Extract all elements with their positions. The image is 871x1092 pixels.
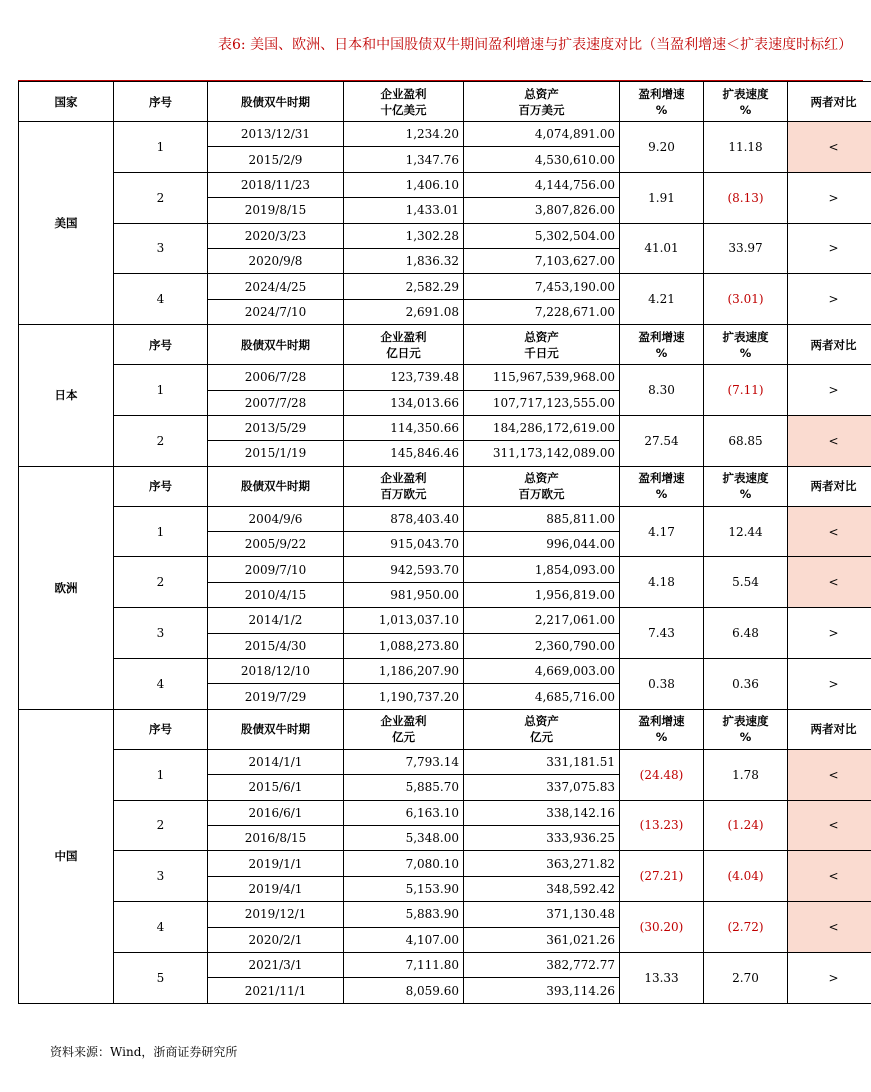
subheader-expand-unit: % — [739, 487, 752, 502]
date-cell: 2020/9/8 — [208, 248, 344, 273]
assets-cell: 184,286,172,619.00 — [464, 415, 620, 440]
subheader-expand-label: 扩表速度 — [722, 471, 769, 486]
assets-cell: 1,854,093.00 — [464, 557, 620, 582]
table-row — [19, 952, 871, 977]
subheader-assets-label: 总资产 — [524, 329, 559, 344]
assets-cell: 4,144,756.00 — [464, 172, 620, 197]
assets-cell: 311,173,142,089.00 — [464, 441, 620, 466]
section-header-row — [19, 709, 871, 749]
subheader-compare: 两者对比 — [788, 466, 871, 506]
profit-cell: 145,846.46 — [344, 441, 464, 466]
profit-cell: 7,793.14 — [344, 749, 464, 774]
expand-cell: 1.78 — [704, 749, 788, 800]
table-row — [19, 415, 871, 440]
growth-cell: 27.54 — [620, 415, 704, 466]
profit-cell: 134,013.66 — [344, 390, 464, 415]
profit-cell: 1,406.10 — [344, 172, 464, 197]
seq-cell: 5 — [114, 952, 208, 1003]
table-row — [19, 223, 871, 248]
profit-cell: 114,350.66 — [344, 415, 464, 440]
date-cell: 2019/8/15 — [208, 198, 344, 223]
header-profit — [344, 82, 464, 122]
subheader-compare: 两者对比 — [788, 325, 871, 365]
expand-cell: (4.04) — [704, 851, 788, 902]
profit-cell: 5,348.00 — [344, 825, 464, 850]
table-row — [19, 749, 871, 774]
comparison-table — [18, 81, 871, 1004]
date-cell: 2014/1/2 — [208, 608, 344, 633]
subheader-growth-unit: % — [655, 487, 668, 502]
header-growth-label: 盈利增速 — [638, 86, 685, 101]
profit-cell: 915,043.70 — [344, 532, 464, 557]
compare-cell: > — [788, 365, 871, 416]
assets-cell: 382,772.77 — [464, 952, 620, 977]
growth-cell: 1.91 — [620, 172, 704, 223]
compare-cell: < — [788, 122, 871, 173]
date-cell: 2019/7/29 — [208, 684, 344, 709]
compare-cell: > — [788, 608, 871, 659]
profit-cell: 1,013,037.10 — [344, 608, 464, 633]
table-row — [19, 122, 871, 147]
compare-cell: < — [788, 415, 871, 466]
subheader-period: 股债双牛时期 — [208, 709, 344, 749]
date-cell: 2016/6/1 — [208, 800, 344, 825]
expand-cell: 33.97 — [704, 223, 788, 274]
subheader-profit — [344, 325, 464, 365]
seq-cell: 2 — [114, 172, 208, 223]
table-row — [19, 608, 871, 633]
subheader-profit-unit: 亿元 — [392, 730, 415, 745]
date-cell: 2020/2/1 — [208, 927, 344, 952]
subheader-expand-label: 扩表速度 — [722, 714, 769, 729]
date-cell: 2010/4/15 — [208, 582, 344, 607]
profit-cell: 942,593.70 — [344, 557, 464, 582]
table-row — [19, 557, 871, 582]
date-cell: 2006/7/28 — [208, 365, 344, 390]
subheader-expand — [704, 325, 788, 365]
expand-cell: 0.36 — [704, 659, 788, 710]
profit-cell: 5,153.90 — [344, 876, 464, 901]
subheader-profit-label: 企业盈利 — [380, 329, 427, 344]
growth-cell: 9.20 — [620, 122, 704, 173]
subheader-growth-unit: % — [655, 730, 668, 745]
profit-cell: 1,186,207.90 — [344, 659, 464, 684]
subheader-growth-unit: % — [655, 345, 668, 360]
header-profit-label: 企业盈利 — [380, 86, 427, 101]
expand-cell: 11.18 — [704, 122, 788, 173]
table-row — [19, 659, 871, 684]
subheader-period: 股债双牛时期 — [208, 325, 344, 365]
date-cell: 2019/1/1 — [208, 851, 344, 876]
profit-cell: 7,080.10 — [344, 851, 464, 876]
assets-cell: 348,592.42 — [464, 876, 620, 901]
subheader-growth — [620, 466, 704, 506]
date-cell: 2024/7/10 — [208, 299, 344, 324]
assets-cell: 363,271.82 — [464, 851, 620, 876]
subheader-profit — [344, 466, 464, 506]
subheader-expand-label: 扩表速度 — [722, 329, 769, 344]
table-row — [19, 506, 871, 531]
seq-cell: 2 — [114, 415, 208, 466]
seq-cell: 4 — [114, 274, 208, 325]
header-compare: 两者对比 — [788, 82, 871, 122]
seq-cell: 1 — [114, 506, 208, 557]
assets-cell: 393,114.26 — [464, 978, 620, 1003]
date-cell: 2019/12/1 — [208, 902, 344, 927]
compare-cell: < — [788, 851, 871, 902]
compare-cell: < — [788, 506, 871, 557]
profit-cell: 878,403.40 — [344, 506, 464, 531]
profit-cell: 1,302.28 — [344, 223, 464, 248]
date-cell: 2007/7/28 — [208, 390, 344, 415]
profit-cell: 981,950.00 — [344, 582, 464, 607]
compare-cell: > — [788, 274, 871, 325]
compare-cell: > — [788, 172, 871, 223]
profit-cell: 5,883.90 — [344, 902, 464, 927]
growth-cell: 7.43 — [620, 608, 704, 659]
subheader-period: 股债双牛时期 — [208, 466, 344, 506]
date-cell: 2009/7/10 — [208, 557, 344, 582]
subheader-compare: 两者对比 — [788, 709, 871, 749]
subheader-assets-unit: 千日元 — [524, 345, 559, 360]
source-note: 资料来源：Wind，浙商证券研究所 — [50, 1045, 238, 1059]
country-cell: 欧洲 — [19, 466, 114, 709]
country-cell: 日本 — [19, 325, 114, 467]
header-seq: 序号 — [114, 82, 208, 122]
expand-cell: 2.70 — [704, 952, 788, 1003]
date-cell: 2018/11/23 — [208, 172, 344, 197]
seq-cell: 4 — [114, 902, 208, 953]
date-cell: 2015/2/9 — [208, 147, 344, 172]
date-cell: 2021/11/1 — [208, 978, 344, 1003]
subheader-growth-label: 盈利增速 — [638, 471, 685, 486]
header-country: 国家 — [19, 82, 114, 122]
subheader-profit — [344, 709, 464, 749]
growth-cell: (27.21) — [620, 851, 704, 902]
header-expand — [704, 82, 788, 122]
profit-cell: 8,059.60 — [344, 978, 464, 1003]
date-cell: 2013/12/31 — [208, 122, 344, 147]
seq-cell: 4 — [114, 659, 208, 710]
subheader-growth-label: 盈利增速 — [638, 329, 685, 344]
date-cell: 2013/5/29 — [208, 415, 344, 440]
profit-cell: 1,433.01 — [344, 198, 464, 223]
seq-cell: 1 — [114, 365, 208, 416]
table-row — [19, 902, 871, 927]
profit-cell: 4,107.00 — [344, 927, 464, 952]
profit-cell: 1,347.76 — [344, 147, 464, 172]
subheader-seq: 序号 — [114, 466, 208, 506]
assets-cell: 331,181.51 — [464, 749, 620, 774]
date-cell: 2019/4/1 — [208, 876, 344, 901]
assets-cell: 115,967,539,968.00 — [464, 365, 620, 390]
expand-cell: 12.44 — [704, 506, 788, 557]
profit-cell: 1,190,737.20 — [344, 684, 464, 709]
subheader-seq: 序号 — [114, 709, 208, 749]
assets-cell: 4,685,716.00 — [464, 684, 620, 709]
date-cell: 2014/1/1 — [208, 749, 344, 774]
date-cell: 2015/1/19 — [208, 441, 344, 466]
profit-cell: 123,739.48 — [344, 365, 464, 390]
growth-cell: (13.23) — [620, 800, 704, 851]
assets-cell: 361,021.26 — [464, 927, 620, 952]
table-header-row — [19, 82, 871, 122]
date-cell: 2015/4/30 — [208, 633, 344, 658]
expand-cell: (1.24) — [704, 800, 788, 851]
assets-cell: 4,530,610.00 — [464, 147, 620, 172]
header-growth — [620, 82, 704, 122]
section-header-row — [19, 466, 871, 506]
growth-cell: 4.17 — [620, 506, 704, 557]
compare-cell: > — [788, 223, 871, 274]
assets-cell: 1,956,819.00 — [464, 582, 620, 607]
section-header-row — [19, 325, 871, 365]
expand-cell: 5.54 — [704, 557, 788, 608]
assets-cell: 371,130.48 — [464, 902, 620, 927]
country-cell: 美国 — [19, 122, 114, 325]
date-cell: 2024/4/25 — [208, 274, 344, 299]
subheader-profit-label: 企业盈利 — [380, 714, 427, 729]
header-growth-unit: % — [655, 102, 668, 117]
header-expand-label: 扩表速度 — [722, 86, 769, 101]
subheader-growth-label: 盈利增速 — [638, 714, 685, 729]
table-row — [19, 172, 871, 197]
subheader-assets — [464, 325, 620, 365]
assets-cell: 996,044.00 — [464, 532, 620, 557]
header-profit-unit: 十亿美元 — [380, 102, 427, 117]
expand-cell: 68.85 — [704, 415, 788, 466]
profit-cell: 1,234.20 — [344, 122, 464, 147]
assets-cell: 885,811.00 — [464, 506, 620, 531]
assets-cell: 7,228,671.00 — [464, 299, 620, 324]
header-period: 股债双牛时期 — [208, 82, 344, 122]
assets-cell: 338,142.16 — [464, 800, 620, 825]
expand-cell: (3.01) — [704, 274, 788, 325]
header-assets-unit: 百万美元 — [518, 102, 565, 117]
subheader-seq: 序号 — [114, 325, 208, 365]
assets-cell: 337,075.83 — [464, 775, 620, 800]
growth-cell: (30.20) — [620, 902, 704, 953]
assets-cell: 2,360,790.00 — [464, 633, 620, 658]
compare-cell: > — [788, 659, 871, 710]
profit-cell: 1,836.32 — [344, 248, 464, 273]
compare-cell: < — [788, 800, 871, 851]
seq-cell: 3 — [114, 851, 208, 902]
assets-cell: 7,103,627.00 — [464, 248, 620, 273]
growth-cell: 4.18 — [620, 557, 704, 608]
assets-cell: 107,717,123,555.00 — [464, 390, 620, 415]
compare-cell: > — [788, 952, 871, 1003]
date-cell: 2018/12/10 — [208, 659, 344, 684]
seq-cell: 1 — [114, 122, 208, 173]
country-cell: 中国 — [19, 709, 114, 1003]
date-cell: 2004/9/6 — [208, 506, 344, 531]
date-cell: 2016/8/15 — [208, 825, 344, 850]
profit-cell: 2,582.29 — [344, 274, 464, 299]
subheader-assets — [464, 466, 620, 506]
subheader-assets-unit: 百万欧元 — [518, 487, 565, 502]
compare-cell: < — [788, 902, 871, 953]
compare-cell: < — [788, 749, 871, 800]
subheader-expand-unit: % — [739, 345, 752, 360]
assets-cell: 2,217,061.00 — [464, 608, 620, 633]
table-title: 表6: 美国、欧洲、日本和中国股债双牛期间盈利增速与扩表速度对比（当盈利增速＜扩表速度时标红） — [218, 37, 853, 53]
assets-cell: 4,669,003.00 — [464, 659, 620, 684]
subheader-profit-unit: 亿日元 — [386, 345, 421, 360]
header-assets — [464, 82, 620, 122]
table-row — [19, 851, 871, 876]
subheader-expand-unit: % — [739, 730, 752, 745]
profit-cell: 5,885.70 — [344, 775, 464, 800]
date-cell: 2015/6/1 — [208, 775, 344, 800]
assets-cell: 5,302,504.00 — [464, 223, 620, 248]
growth-cell: 41.01 — [620, 223, 704, 274]
date-cell: 2021/3/1 — [208, 952, 344, 977]
growth-cell: 0.38 — [620, 659, 704, 710]
header-expand-unit: % — [739, 102, 752, 117]
subheader-growth — [620, 709, 704, 749]
growth-cell: 8.30 — [620, 365, 704, 416]
seq-cell: 3 — [114, 608, 208, 659]
seq-cell: 1 — [114, 749, 208, 800]
profit-cell: 6,163.10 — [344, 800, 464, 825]
subheader-assets-unit: 亿元 — [530, 730, 553, 745]
assets-cell: 4,074,891.00 — [464, 122, 620, 147]
subheader-assets-label: 总资产 — [524, 714, 559, 729]
profit-cell: 2,691.08 — [344, 299, 464, 324]
profit-cell: 1,088,273.80 — [344, 633, 464, 658]
table-row — [19, 274, 871, 299]
expand-cell: (8.13) — [704, 172, 788, 223]
assets-cell: 333,936.25 — [464, 825, 620, 850]
subheader-profit-label: 企业盈利 — [380, 471, 427, 486]
date-cell: 2020/3/23 — [208, 223, 344, 248]
subheader-expand — [704, 709, 788, 749]
profit-cell: 7,111.80 — [344, 952, 464, 977]
growth-cell: (24.48) — [620, 749, 704, 800]
assets-cell: 3,807,826.00 — [464, 198, 620, 223]
seq-cell: 2 — [114, 800, 208, 851]
compare-cell: < — [788, 557, 871, 608]
subheader-profit-unit: 百万欧元 — [380, 487, 427, 502]
table-row — [19, 365, 871, 390]
growth-cell: 4.21 — [620, 274, 704, 325]
expand-cell: (2.72) — [704, 902, 788, 953]
assets-cell: 7,453,190.00 — [464, 274, 620, 299]
seq-cell: 3 — [114, 223, 208, 274]
growth-cell: 13.33 — [620, 952, 704, 1003]
subheader-growth — [620, 325, 704, 365]
table-row — [19, 800, 871, 825]
expand-cell: 6.48 — [704, 608, 788, 659]
subheader-assets-label: 总资产 — [524, 471, 559, 486]
date-cell: 2005/9/22 — [208, 532, 344, 557]
seq-cell: 2 — [114, 557, 208, 608]
expand-cell: (7.11) — [704, 365, 788, 416]
header-assets-label: 总资产 — [524, 86, 559, 101]
subheader-expand — [704, 466, 788, 506]
subheader-assets — [464, 709, 620, 749]
